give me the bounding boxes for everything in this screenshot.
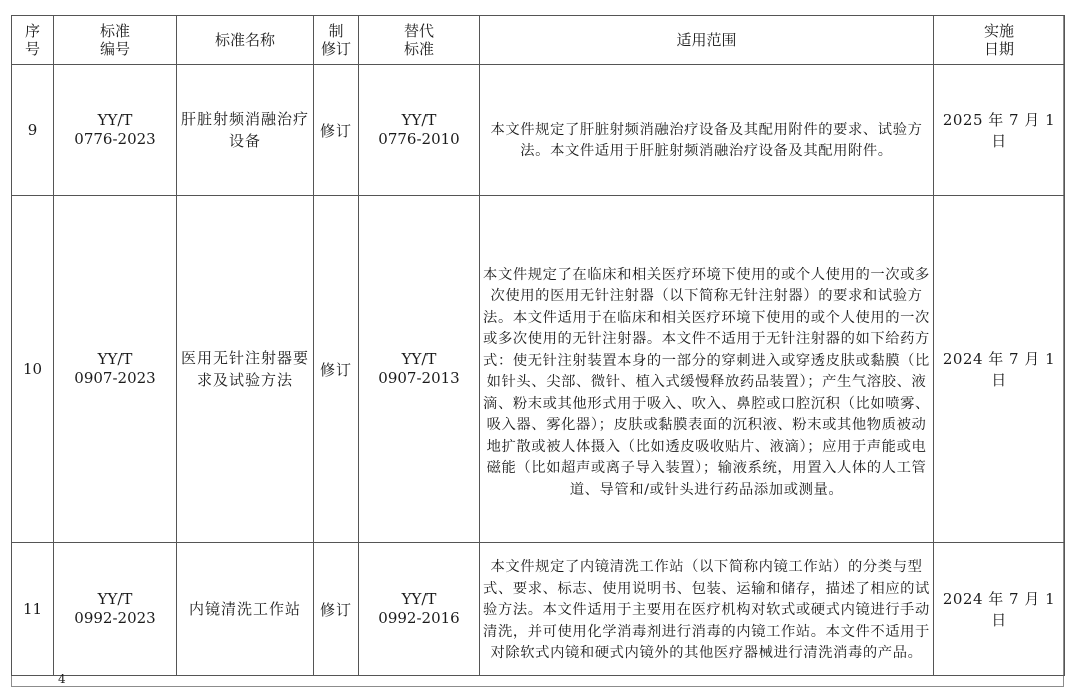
- header-scope-label: 适用范围: [676, 31, 737, 49]
- cell-replaces: YY/T 0776-2010: [359, 65, 480, 196]
- table-row: [12, 196, 1065, 543]
- cell-seq: 11: [12, 543, 54, 676]
- header-replaces: [359, 16, 480, 65]
- page-number: 4: [58, 672, 66, 686]
- header-seq: [12, 16, 54, 65]
- header-replaces-label: 替代 标准: [403, 22, 434, 58]
- table-row: [12, 65, 1065, 196]
- table-header-row: [12, 16, 1065, 65]
- header-revision-label: 制 修订: [320, 22, 351, 58]
- cell-date: 2024 年 7 月 1 日: [934, 196, 1065, 543]
- header-date-label: 实施 日期: [983, 22, 1014, 58]
- header-revision: [314, 16, 359, 65]
- cell-seq: 10: [12, 196, 54, 543]
- header-date: [934, 16, 1065, 65]
- standards-table: [11, 15, 1065, 676]
- cell-revision: 修订: [314, 543, 359, 676]
- cell-replaces: YY/T 0992-2016: [359, 543, 480, 676]
- cell-scope: 本文件规定了内镜清洗工作站（以下简称内镜工作站）的分类与型式、要求、标志、使用说明书、包装、运输和储存，描述了相应的试验方法。本文件适用于主要用在医疗机构对软式或硬式内镜进行手动清洗，并可使用化学消毒剂进行消毒的内镜工作站。本文件不适用于对除软式内镜和硬式内镜外的其他医疗器械进行清洗消毒的产品。: [480, 543, 934, 676]
- table-row: [12, 543, 1065, 676]
- cell-name: 内镜清洗工作站: [177, 543, 314, 676]
- cell-code: YY/T 0992-2023: [54, 543, 177, 676]
- cell-scope: 本文件规定了肝脏射频消融治疗设备及其配用附件的要求、试验方法。本文件适用于肝脏射频消融治疗设备及其配用附件。: [480, 65, 934, 196]
- cell-date: 2024 年 7 月 1 日: [934, 543, 1065, 676]
- cell-replaces: YY/T 0907-2013: [359, 196, 480, 543]
- header-scope: [480, 16, 934, 65]
- header-code: [54, 16, 177, 65]
- cell-code: YY/T 0907-2023: [54, 196, 177, 543]
- cell-name: 肝脏射频消融治疗设备: [177, 65, 314, 196]
- cell-date: 2025 年 7 月 1 日: [934, 65, 1065, 196]
- cell-revision: 修订: [314, 65, 359, 196]
- header-name-label: 标准名称: [214, 31, 275, 49]
- header-code-label: 标准 编号: [99, 22, 130, 58]
- cell-seq: 9: [12, 65, 54, 196]
- cell-name: 医用无针注射器要求及试验方法: [177, 196, 314, 543]
- cell-scope: 本文件规定了在临床和相关医疗环境下使用的或个人使用的一次或多次使用的医用无针注射器（以下简称无针注射器）的要求和试验方法。本文件适用于在临床和相关医疗环境下使用的或个人使用的一次或多次使用的无针注射器。本文件不适用于无针注射器的如下给药方式：使无针注射装置本身的一部分的穿刺进入或穿透皮肤或黏膜（比如针头、尖部、微针、植入式缓慢释放药品装置）；产生气溶胶、液滴、粉末或其他形式用于吸入、吹入、鼻腔或口腔沉积（比如喷雾、吸入器、雾化器）；皮肤或黏膜表面的沉积液、粉末或其他物质被动地扩散或被人体摄入（比如透皮吸收贴片、液滴）；应用于声能或电磁能（比如超声或离子导入装置）；输液系统，用置入人体的人工管道、导管和/或针头进行药品添加或测量。: [480, 196, 934, 543]
- cell-revision: 修订: [314, 196, 359, 543]
- header-name: [177, 16, 314, 65]
- cell-code: YY/T 0776-2023: [54, 65, 177, 196]
- header-seq-label: 序 号: [24, 22, 40, 58]
